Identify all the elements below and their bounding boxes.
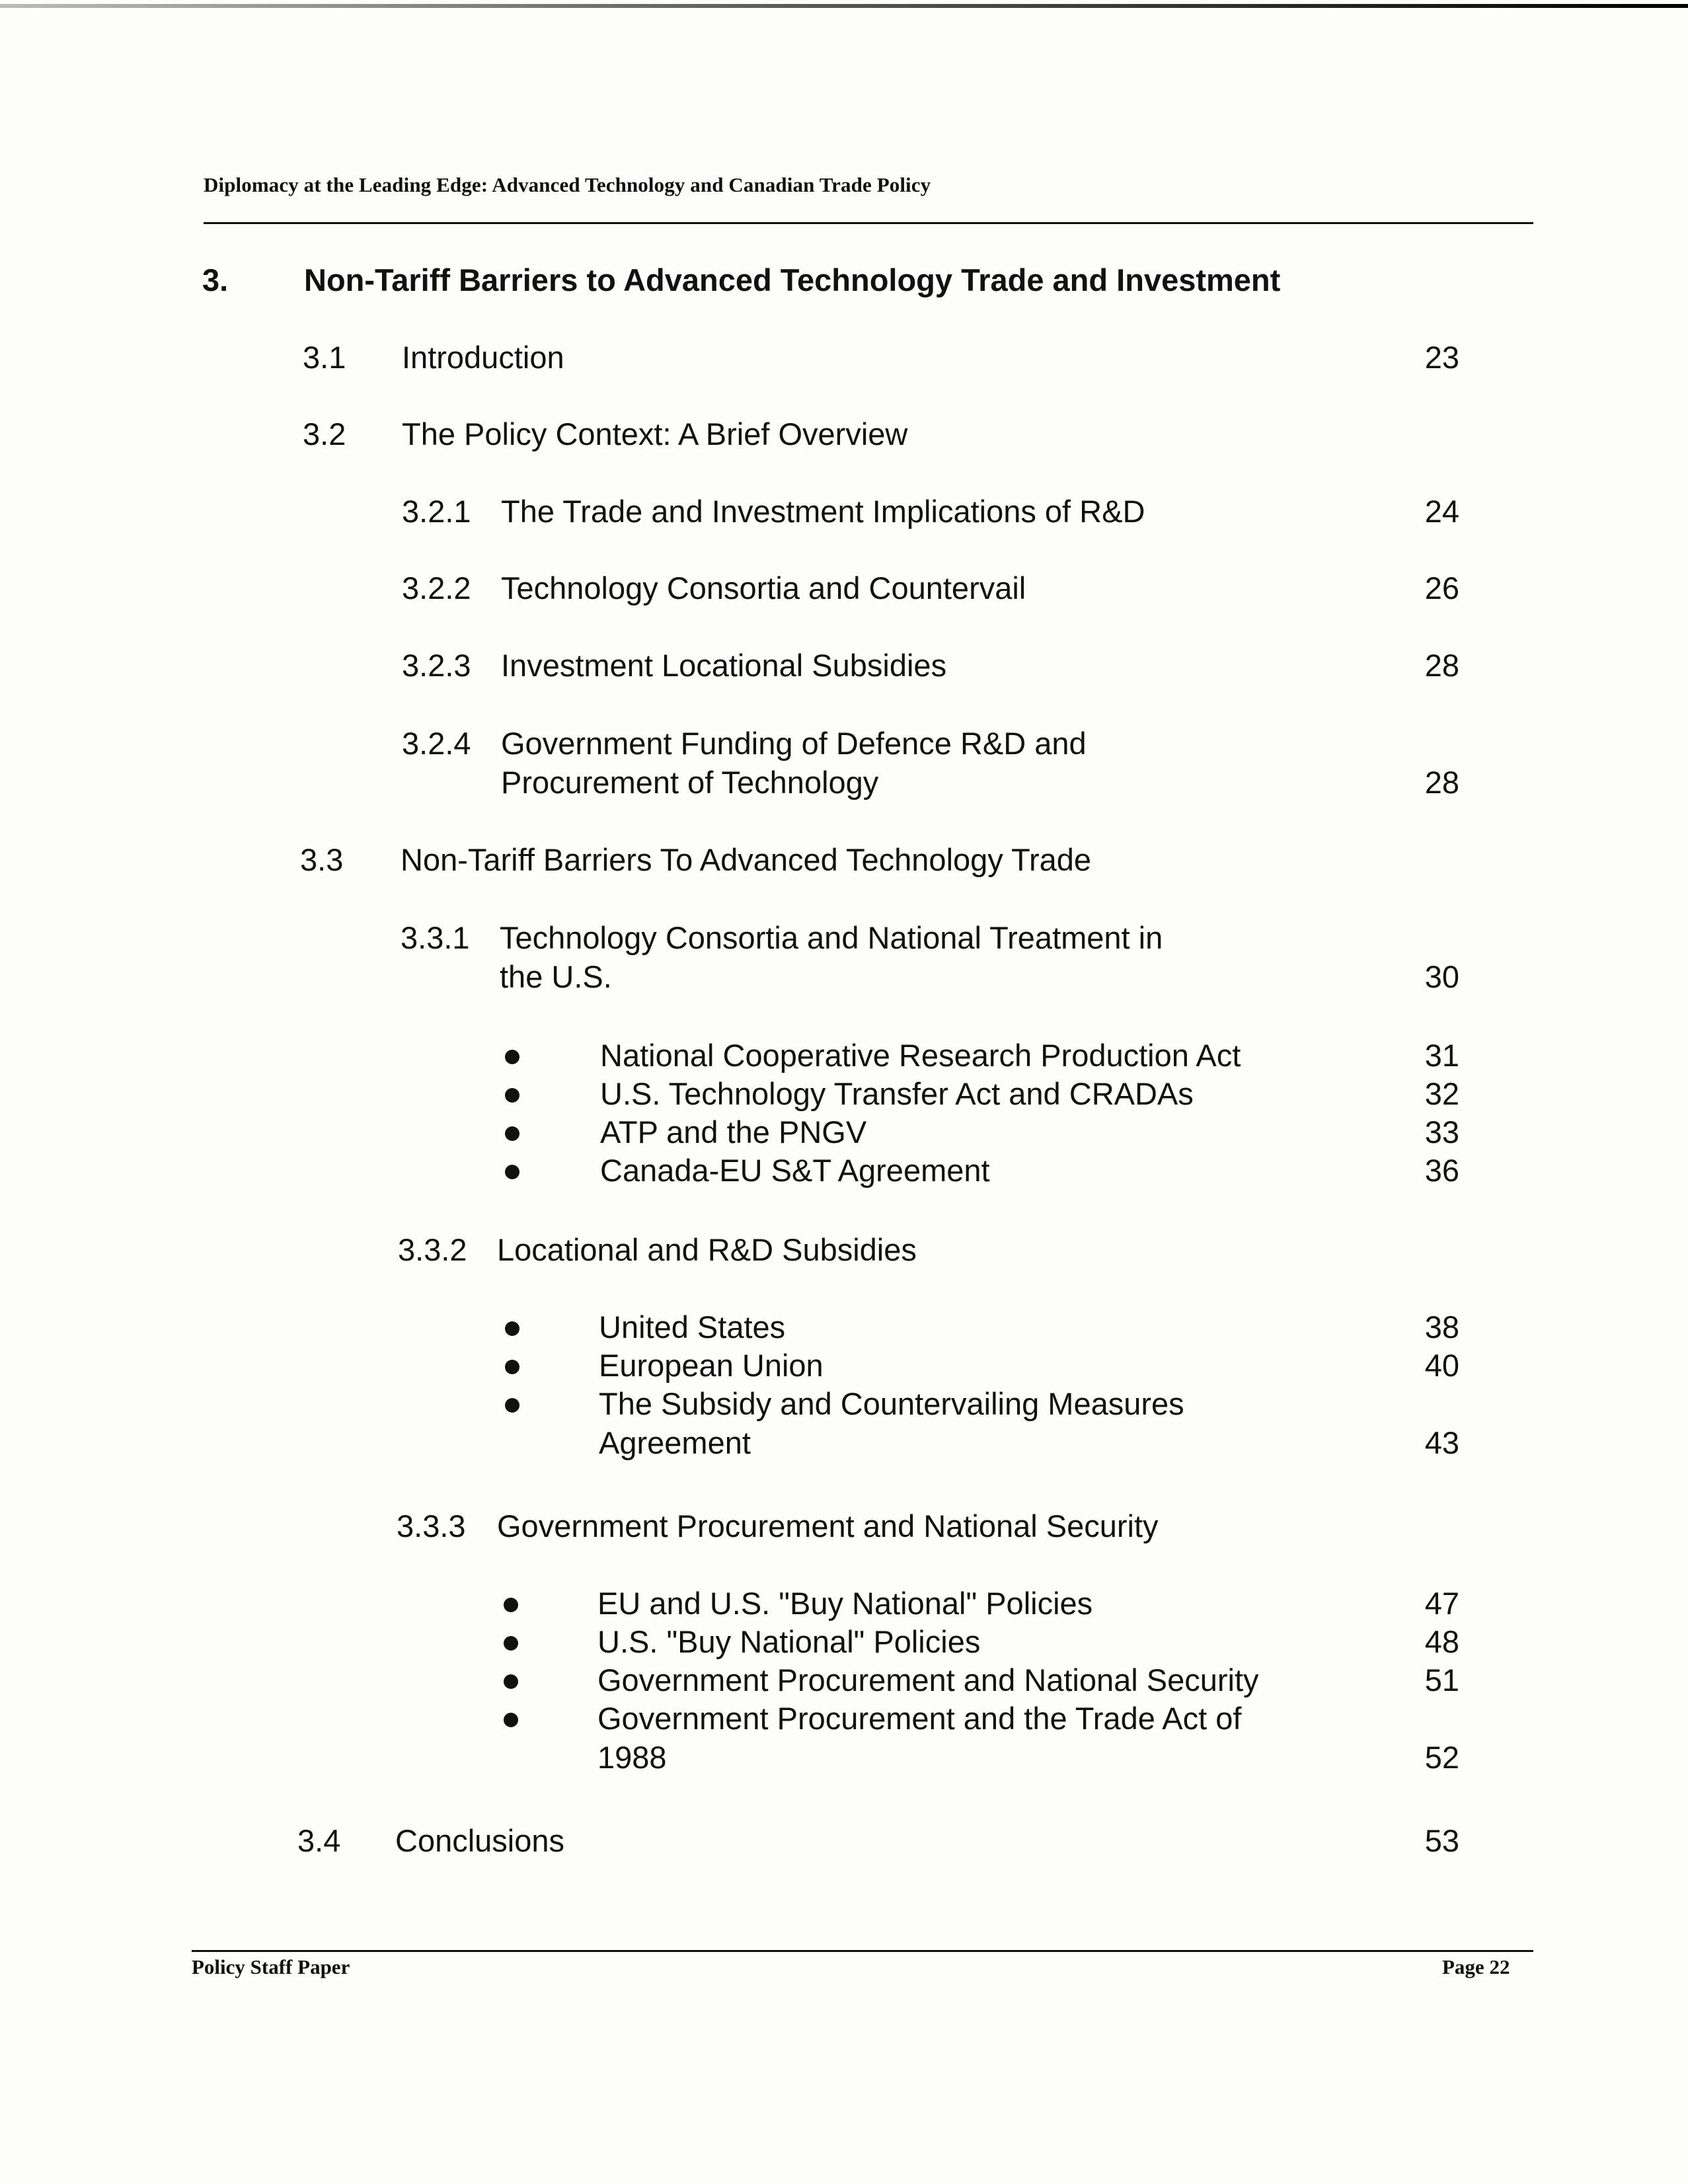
toc-entry-title: Locational and R&D Subsidies xyxy=(497,1232,917,1267)
toc-entry-number: 3.2.3 xyxy=(402,648,471,683)
bullet-icon xyxy=(505,1398,519,1413)
bullet-icon xyxy=(505,1050,519,1064)
toc-entry-page: 28 xyxy=(1424,648,1459,683)
chapter-number: 3. xyxy=(202,262,229,297)
toc-entry-number: 3.2 xyxy=(303,416,346,451)
toc-bullet-label: Government Procurement and the Trade Act of xyxy=(597,1701,1242,1736)
toc-entry-number: 3.3.3 xyxy=(397,1508,466,1543)
toc-entry-title: The Policy Context: A Brief Overview xyxy=(402,416,908,451)
toc-bullet-page: 47 xyxy=(1424,1586,1459,1621)
bullet-icon xyxy=(504,1598,518,1612)
bullet-icon xyxy=(504,1674,518,1689)
toc-bullet-page: 43 xyxy=(1424,1425,1459,1460)
toc-bullet-label: EU and U.S. "Buy National" Policies xyxy=(597,1586,1093,1621)
toc-entry-number: 3.2.2 xyxy=(402,570,471,605)
bullet-icon xyxy=(505,1321,519,1336)
bullet-icon xyxy=(504,1713,518,1727)
toc-bullet-page: 52 xyxy=(1424,1740,1459,1775)
toc-entry-number: 3.3 xyxy=(300,842,344,877)
toc-entry-number: 3.3.2 xyxy=(398,1232,467,1267)
toc-entry-page: 26 xyxy=(1424,570,1459,605)
toc-entry-title: Technology Consortia and Countervail xyxy=(501,570,1026,605)
bullet-icon xyxy=(505,1165,519,1179)
toc-entry-number: 3.2.1 xyxy=(402,494,471,529)
toc-bullet-page: 31 xyxy=(1424,1038,1459,1073)
toc-bullet-label: National Cooperative Research Production Act xyxy=(600,1038,1241,1073)
toc-entry-page: 30 xyxy=(1424,959,1459,994)
toc-entry-title-continued: the U.S. xyxy=(500,959,612,994)
toc-bullet-page: 32 xyxy=(1424,1076,1459,1111)
toc-bullet-label: Canada-EU S&T Agreement xyxy=(600,1153,990,1188)
toc-bullet-page: 36 xyxy=(1424,1153,1459,1188)
toc-entry-page: 23 xyxy=(1424,340,1459,375)
toc-entry-title: The Trade and Investment Implications of R&D xyxy=(501,494,1145,529)
footer-rule xyxy=(192,1950,1533,1952)
toc-entry-title: Government Procurement and National Security xyxy=(497,1508,1159,1543)
toc-bullet-page: 40 xyxy=(1424,1348,1459,1383)
toc-bullet-page: 51 xyxy=(1424,1662,1459,1697)
toc-bullet-label: Government Procurement and National Security xyxy=(597,1662,1259,1697)
toc-entry-page: 53 xyxy=(1424,1823,1459,1858)
bullet-icon xyxy=(505,1360,519,1374)
toc-entry-title: Government Funding of Defence R&D and xyxy=(501,726,1087,761)
toc-bullet-page: 48 xyxy=(1424,1624,1459,1659)
toc-entry-title: Conclusions xyxy=(395,1823,565,1858)
toc-bullet-label: United States xyxy=(599,1309,786,1345)
toc-bullet-label: European Union xyxy=(599,1348,824,1383)
toc-bullet-label: ATP and the PNGV xyxy=(600,1114,867,1150)
toc-bullet-label-continued: 1988 xyxy=(597,1740,667,1775)
chapter-title: Non-Tariff Barriers to Advanced Technology Trade and Investment xyxy=(304,262,1281,297)
bullet-icon xyxy=(505,1088,519,1103)
toc-bullet-label-continued: Agreement xyxy=(599,1425,751,1460)
toc-bullet-page: 33 xyxy=(1424,1114,1459,1150)
toc-entry-title: Introduction xyxy=(402,340,564,375)
bullet-icon xyxy=(505,1126,519,1141)
page-number: Page 22 xyxy=(1442,1955,1510,1978)
toc-entry-title: Non-Tariff Barriers To Advanced Technology Trade xyxy=(401,842,1092,877)
toc-entry-page: 28 xyxy=(1424,765,1459,800)
toc-bullet-page: 38 xyxy=(1424,1309,1459,1345)
toc-entry-title-continued: Procurement of Technology xyxy=(501,765,879,800)
toc-entry-page: 24 xyxy=(1424,494,1459,529)
toc-bullet-label: U.S. "Buy National" Policies xyxy=(597,1624,981,1659)
toc-entry-title: Technology Consortia and National Treatment in xyxy=(500,920,1163,955)
toc-bullet-label: U.S. Technology Transfer Act and CRADAs xyxy=(600,1076,1194,1111)
footer-label: Policy Staff Paper xyxy=(192,1955,350,1978)
toc-entry-number: 3.4 xyxy=(297,1823,341,1858)
toc-bullet-label: The Subsidy and Countervailing Measures xyxy=(599,1386,1184,1421)
bullet-icon xyxy=(504,1636,518,1651)
toc-entry-number: 3.1 xyxy=(303,340,346,375)
running-header: Diplomacy at the Leading Edge: Advanced Technology and Canadian Trade Policy xyxy=(204,173,931,196)
toc-entry-number: 3.2.4 xyxy=(402,726,471,761)
toc-entry-number: 3.3.1 xyxy=(401,920,470,955)
toc-entry-title: Investment Locational Subsidies xyxy=(501,648,947,683)
